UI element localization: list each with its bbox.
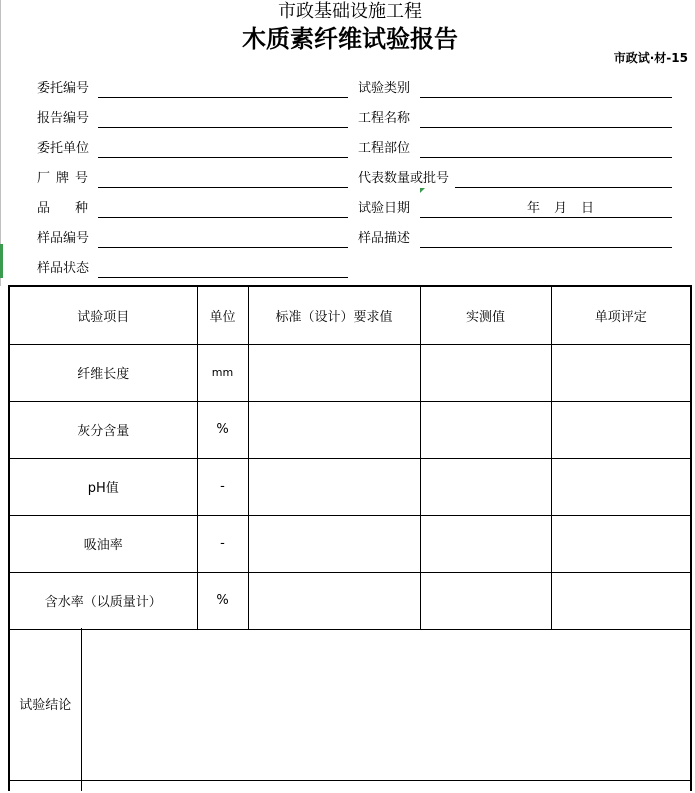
- form-subtitle: 市政基础设施工程: [278, 1, 422, 22]
- label-batch-quantity: 代表数量或批号: [358, 171, 450, 186]
- table-row-fiber-length: [9, 344, 691, 401]
- label-commission-number: 委托编号: [37, 81, 90, 96]
- field-sample-description[interactable]: [420, 231, 672, 247]
- field-sample-number[interactable]: [98, 231, 348, 247]
- underline-report-number: [98, 127, 348, 128]
- date-year-label: 年: [527, 201, 541, 216]
- cell-evaluation[interactable]: [551, 344, 691, 401]
- next-row-content-cell[interactable]: [81, 780, 691, 791]
- header-unit: 单位: [197, 286, 248, 344]
- cell-item: pH值: [9, 458, 197, 515]
- cell-unit: %: [197, 572, 248, 629]
- underline-batch-quantity: [455, 187, 672, 188]
- conclusion-label: 试验结论: [9, 628, 81, 780]
- field-project-location[interactable]: [420, 141, 672, 157]
- cell-item: 吸油率: [9, 515, 197, 572]
- underline-commissioning-unit: [98, 157, 348, 158]
- cell-evaluation[interactable]: [551, 515, 691, 572]
- cell-unit: -: [197, 458, 248, 515]
- label-project-name: 工程名称: [358, 111, 411, 126]
- label-sample-condition: 样品状态: [37, 261, 90, 276]
- field-project-name[interactable]: [420, 111, 672, 127]
- header-measured-value: 实测值: [420, 286, 551, 344]
- table-header-row: [9, 286, 691, 344]
- underline-sample-description: [420, 247, 672, 248]
- table-row-oil-absorption: [9, 515, 691, 572]
- cell-measured-value[interactable]: [420, 572, 551, 629]
- date-day-label: 日: [581, 201, 595, 216]
- conclusion-content[interactable]: [81, 628, 691, 780]
- underline-brand-number: [98, 187, 348, 188]
- cell-measured-value[interactable]: [420, 344, 551, 401]
- cell-unit: -: [197, 515, 248, 572]
- date-month-label: 月: [554, 201, 568, 216]
- underline-sample-condition: [98, 277, 348, 278]
- underline-test-date: [420, 217, 672, 218]
- cell-evaluation[interactable]: [551, 401, 691, 458]
- row-selection-indicator: [0, 244, 3, 278]
- underline-project-name: [420, 127, 672, 128]
- field-test-category[interactable]: [420, 81, 672, 97]
- label-test-category: 试验类别: [358, 81, 411, 96]
- label-test-date: 试验日期: [358, 201, 411, 216]
- cell-item: 灰分含量: [9, 401, 197, 458]
- form-code: 市政试·材-15: [613, 51, 688, 65]
- label-report-number: 报告编号: [37, 111, 90, 126]
- field-report-number[interactable]: [98, 111, 348, 127]
- cell-measured-value[interactable]: [420, 458, 551, 515]
- cell-unit: mm: [197, 344, 248, 401]
- conclusion-row: [9, 628, 691, 780]
- table-row-moisture-content: [9, 572, 691, 629]
- form-title: 木质素纤维试验报告: [242, 25, 458, 53]
- next-row: [9, 780, 691, 791]
- field-sample-condition[interactable]: [98, 261, 348, 277]
- cell-item: 纤维长度: [9, 344, 197, 401]
- underline-project-location: [420, 157, 672, 158]
- cell-standard-value[interactable]: [248, 572, 420, 629]
- cell-standard-value[interactable]: [248, 515, 420, 572]
- next-row-label-cell[interactable]: [9, 780, 81, 791]
- cell-measured-value[interactable]: [420, 401, 551, 458]
- cell-unit: %: [197, 401, 248, 458]
- cell-item: 含水率（以质量计）: [9, 572, 197, 629]
- header-test-item: 试验项目: [9, 286, 197, 344]
- cell-standard-value[interactable]: [248, 458, 420, 515]
- cell-indicator-icon: [420, 188, 425, 193]
- label-project-location: 工程部位: [358, 141, 411, 156]
- header-standard-value: 标准（设计）要求值: [248, 286, 420, 344]
- label-sample-number: 样品编号: [37, 231, 90, 246]
- table-row-ash-content: [9, 401, 691, 458]
- field-batch-quantity[interactable]: [455, 171, 672, 187]
- cell-evaluation[interactable]: [551, 458, 691, 515]
- label-commissioning-unit: 委托单位: [37, 141, 90, 156]
- label-sample-description: 样品描述: [358, 231, 411, 246]
- cell-measured-value[interactable]: [420, 515, 551, 572]
- test-results-table: [8, 285, 692, 630]
- underline-sample-number: [98, 247, 348, 248]
- label-variety: 品 种: [37, 201, 88, 216]
- field-brand-number[interactable]: [98, 171, 348, 187]
- field-commission-number[interactable]: [98, 81, 348, 97]
- cell-standard-value[interactable]: [248, 401, 420, 458]
- cell-evaluation[interactable]: [551, 572, 691, 629]
- field-commissioning-unit[interactable]: [98, 141, 348, 157]
- underline-commission-number: [98, 97, 348, 98]
- header-evaluation: 单项评定: [551, 286, 691, 344]
- field-variety[interactable]: [98, 201, 348, 217]
- cell-standard-value[interactable]: [248, 344, 420, 401]
- table-row-ph-value: [9, 458, 691, 515]
- label-brand-number: 厂 牌 号: [37, 171, 88, 186]
- underline-test-category: [420, 97, 672, 98]
- field-test-date[interactable]: [420, 201, 672, 217]
- underline-variety: [98, 217, 348, 218]
- conclusion-table: [8, 628, 692, 791]
